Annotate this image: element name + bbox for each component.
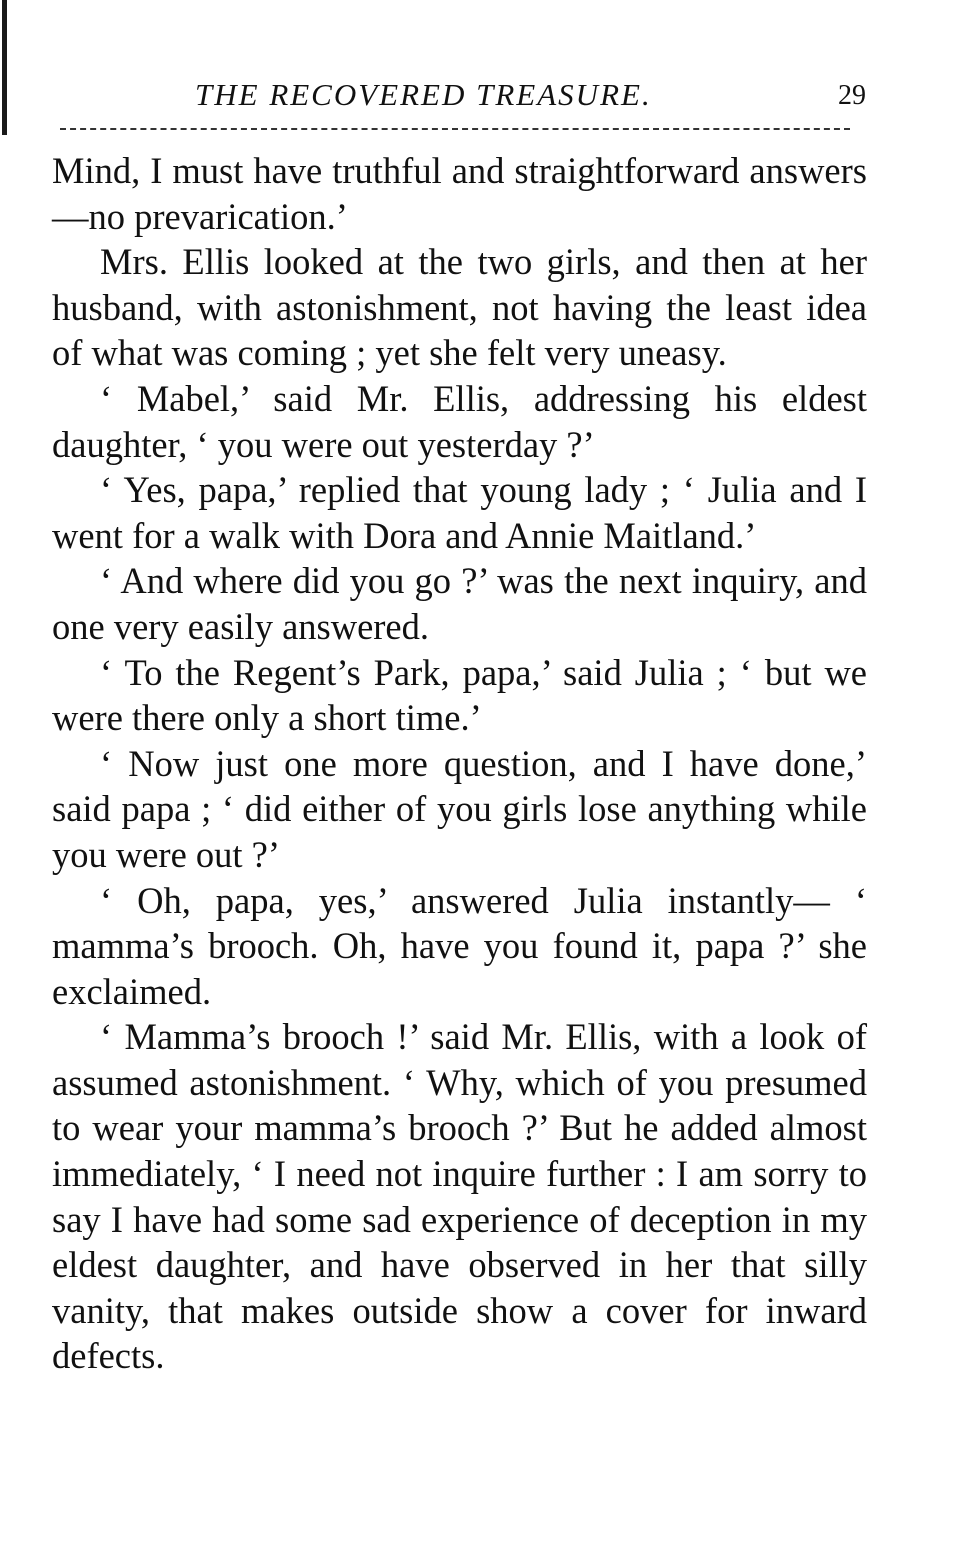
running-title: THE RECOVERED TREASURE. <box>195 77 652 112</box>
paragraph: ‘ Now just one more question, and I have done,’ said papa ; ‘ did either of you girls lose anything while you were out ?’ <box>52 742 867 875</box>
paragraph: ‘ Mamma’s brooch !’ said Mr. Ellis, with a look of assumed astonishment. ‘ Why, which of you presumed to wear your mamma’s brooch ?’ But he added almost immediately, ‘ I need not inquire further : I am sorry to say I have had some sad experience of deception in my eldest daughter, and have observed in her that silly vanity, that makes outside show a cover for inward defects. <box>52 1016 867 1377</box>
paragraph: Mind, I must have truthful and straightforward answers—no prevarication.’ <box>52 150 867 237</box>
paragraph: ‘ Yes, papa,’ replied that young lady ; ‘ Julia and I went for a walk with Dora and Annie Maitland.’ <box>52 469 867 556</box>
header-rule <box>60 128 850 130</box>
page-header <box>0 75 962 125</box>
body-text <box>52 148 867 1379</box>
paragraph: Mrs. Ellis looked at the two girls, and then at her husband, with astonishment, not having the least idea of what was coming ; yet she felt very uneasy. <box>52 241 867 374</box>
paragraph: ‘ And where did you go ?’ was the next inquiry, and one very easily answered. <box>52 560 867 647</box>
paragraph: ‘ Oh, papa, yes,’ answered Julia instantly— ‘ mamma’s brooch. Oh, have you found it, papa ?’ she exclaimed. <box>52 879 867 1012</box>
paragraph: ‘ To the Regent’s Park, papa,’ said Julia ; ‘ but we were there only a short time.’ <box>52 651 867 739</box>
page-number: 29 <box>838 80 866 111</box>
paragraph: ‘ Mabel,’ said Mr. Ellis, addressing his eldest daughter, ‘ you were out yesterday ?’ <box>52 377 867 465</box>
